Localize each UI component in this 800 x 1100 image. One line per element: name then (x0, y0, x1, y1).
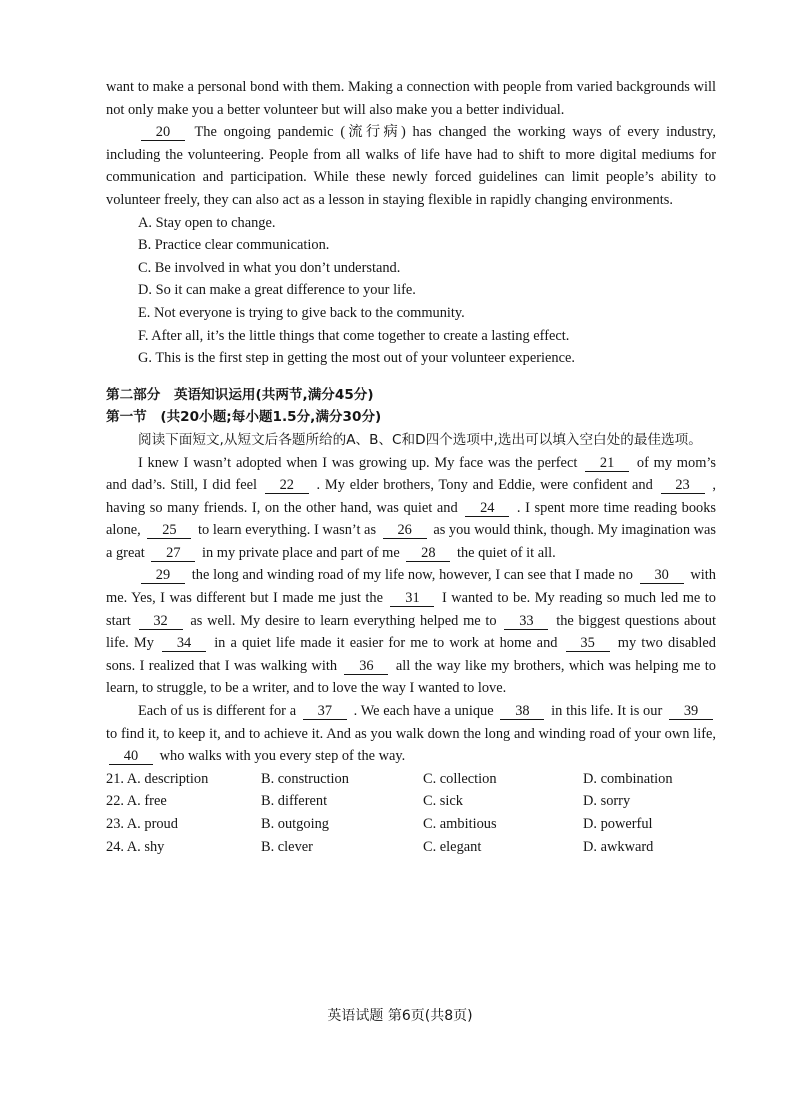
option-a: A. Stay open to change. (138, 214, 276, 231)
blank-28: 28 (406, 545, 450, 562)
paragraph-q20 (106, 121, 716, 211)
passage-text: to find it, to keep it, and to achieve it. And as you walk down the long and winding road of your own life, (106, 725, 716, 742)
passage-text: my two disabled sons. I realized that I was walking with (106, 635, 716, 674)
passage-text: who walks with you every step of the way. (159, 748, 406, 765)
passage-text: in a quiet life made it easier for me to work at home and (214, 635, 558, 652)
choice-row-24 (106, 836, 716, 859)
passage-text: all the way like my brothers, which was helping me to learn, to struggle, to be a writer, and to love the way I wanted to love. (106, 657, 716, 697)
choice-row-22 (106, 790, 716, 813)
choice-22-b: B. different (261, 793, 328, 810)
option-d: D. So it can make a great difference to your life. (138, 282, 416, 299)
blank-33: 33 (504, 613, 548, 630)
passage-paragraph-1 (106, 452, 716, 565)
passage-text: as well. My desire to learn everything helped me to (190, 612, 497, 629)
blank-25: 25 (147, 522, 191, 539)
paragraph-top: want to make a personal bond with them. Making a connection with people from varied backgrounds will not only make you a better volunteer but will also make you a better individual. (106, 79, 716, 118)
blank-39: 39 (669, 703, 713, 720)
blank-31: 31 (390, 590, 434, 607)
passage-text: with me. Yes, I was different but I made me just the (106, 567, 716, 607)
choice-23-c: C. ambitious (423, 816, 497, 832)
section1-heading: 第一节 (共20小题;每小题1.5分,满分30分) (106, 409, 382, 426)
choice-21-a: 21. A. description (106, 770, 209, 787)
choice-24-c: C. elegant (423, 838, 482, 855)
blank-23: 23 (661, 477, 705, 494)
choice-24-a: 24. A. shy (106, 838, 165, 855)
choice-21-c: C. collection (423, 770, 497, 787)
passage-text: as you would think, though. My imagination was a great (106, 522, 717, 561)
blank-29: 29 (141, 567, 185, 584)
choice-23-b: B. outgoing (261, 816, 329, 832)
passage-text: . My elder brothers, Tony and Eddie, were confident and (316, 477, 653, 494)
blank-36: 36 (344, 658, 388, 675)
choice-24-d: D. awkward (583, 838, 654, 855)
blank-21: 21 (585, 455, 629, 472)
option-f: F. After all, it’s the little things that come together to create a lasting effect. (138, 327, 570, 344)
choice-22-d: D. sorry (583, 793, 631, 810)
choice-21-b: B. construction (261, 770, 349, 787)
q20-text: The ongoing pandemic (流行病) has changed the working ways of every industry, including the volunteering. People from all walks of life have had to shift to more digital mediums for communication and participation. While these newly forced guidelines can limit people’s ability to volunteer freely, they can also act as a lesson in staying flexible in rapidly changing environments. (106, 124, 716, 208)
blank-24: 24 (465, 500, 509, 517)
blank-35: 35 (566, 635, 610, 652)
blank-30: 30 (640, 567, 684, 584)
option-b: B. Practice clear communication. (138, 237, 330, 254)
passage-text: the long and winding road of my life now, however, I can see that I made no (191, 567, 633, 584)
passage-text: , having so many friends. I, on the other hand, was quiet and (106, 477, 716, 516)
part2-heading: 第二部分 英语知识运用(共两节,满分45分) (106, 386, 374, 403)
page-content (106, 76, 716, 858)
choice-row-23 (106, 813, 716, 836)
passage-text: the biggest questions about life. My (106, 612, 717, 652)
passage-text: Each of us is different for a (138, 703, 297, 720)
passage-paragraph-2 (106, 564, 716, 700)
choice-23-a: 23. A. proud (106, 816, 178, 832)
passage-text: . I spent more time reading books alone, (106, 499, 717, 539)
passage-text: in my private place and part of me (201, 544, 400, 561)
choice-23-d: D. powerful (583, 816, 653, 832)
passage-text: I wanted to be. My reading so much led me to start (106, 590, 716, 629)
blank-27: 27 (151, 545, 195, 562)
choice-22-a: 22. A. free (106, 793, 167, 810)
passage-text: . We each have a unique (353, 703, 494, 720)
option-g: G. This is the first step in getting the most out of your volunteer experience. (138, 350, 575, 367)
page-footer: 英语试题 第6页(共8页) (327, 1008, 473, 1024)
blank-26: 26 (383, 522, 427, 539)
choice-row-21 (106, 768, 716, 791)
passage-text: of my mom’s and dad’s. Still, I did feel (106, 454, 716, 494)
choice-22-c: C. sick (423, 793, 463, 810)
blank-40: 40 (109, 748, 153, 765)
passage-text: the quiet of it all. (456, 544, 556, 561)
option-e: E. Not everyone is trying to give back to the community. (138, 304, 465, 321)
blank-37: 37 (303, 703, 347, 720)
blank-38: 38 (500, 703, 544, 720)
blank-20: 20 (141, 124, 185, 141)
option-c: C. Be involved in what you don’t understand. (138, 259, 401, 276)
passage-paragraph-3 (106, 700, 716, 768)
choice-21-d: D. combination (583, 770, 673, 787)
blank-34: 34 (162, 635, 206, 652)
blank-32: 32 (139, 613, 183, 630)
instruction: 阅读下面短文,从短文后各题所给的A、B、C和D四个选项中,选出可以填入空白处的最佳选项。 (138, 431, 702, 448)
passage-text: to learn everything. I wasn’t as (198, 522, 377, 539)
choice-24-b: B. clever (261, 838, 313, 855)
passage-text: in this life. It is our (551, 703, 663, 720)
blank-22: 22 (265, 477, 309, 494)
passage-text: I knew I wasn’t adopted when I was growing up. My face was the perfect (138, 454, 578, 471)
